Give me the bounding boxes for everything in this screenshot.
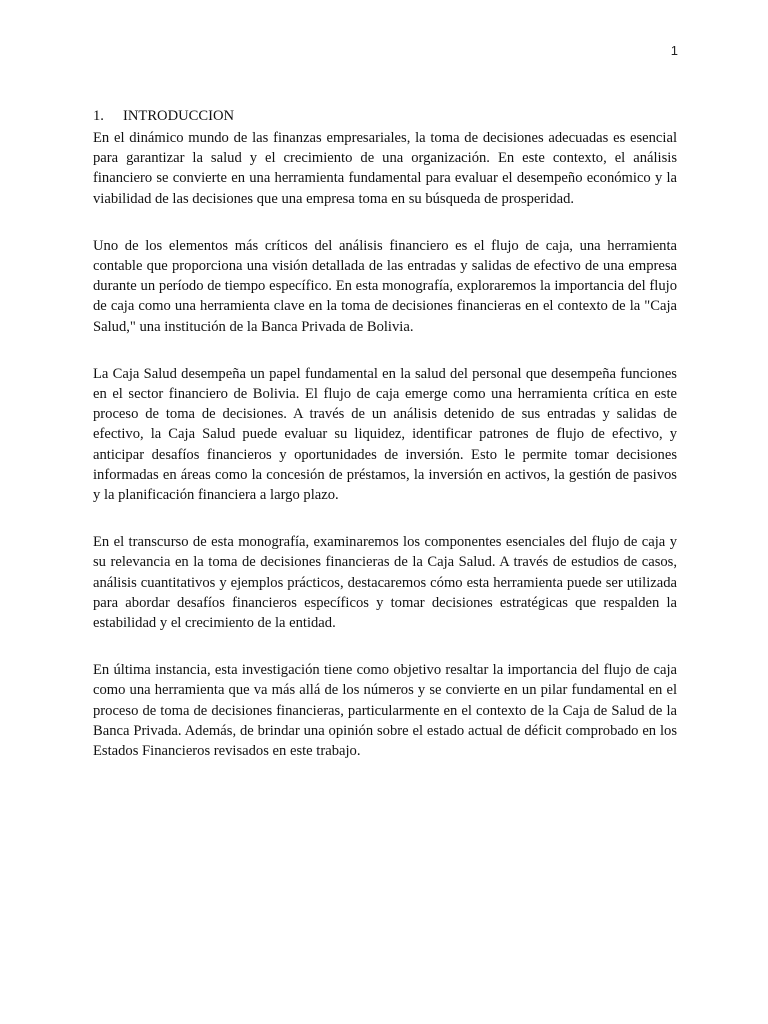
paragraph-5: En última instancia, esta investigación tiene como objetivo resaltar la importancia del flujo de caja como una herramienta que va más allá de los números y se convierte en un pilar fundamental en el proceso de toma de decisiones financieras, particularmente en el contexto de la Caja de Salud de la Banca Privada. Además, de brindar una opinión sobre el estado actual de déficit comprobado en los Estados Financieros revisados en este trabajo. xyxy=(93,662,677,760)
paragraph-4: En el transcurso de esta monografía, examinaremos los componentes esenciales del flujo de caja y su relevancia en la toma de decisiones financieras de la Caja Salud. A través de estudios de casos, análisis cuantitativos y ejemplos prácticos, destacaremos cómo esta herramienta puede ser utilizada para abordar desafíos financieros específicos y tomar decisiones estratégicas que respalden la estabilidad y el crecimiento de la entidad. xyxy=(93,534,677,632)
paragraph-1: En el dinámico mundo de las finanzas empresariales, la toma de decisiones adecuadas es esencial para garantizar la salud y el crecimiento de una organización. En este contexto, el análisis financiero se convierte en una herramienta fundamental para evaluar el desempeño económico y la viabilidad de las decisiones que una empresa toma en su búsqueda de prosperidad. xyxy=(93,130,677,207)
paragraph-2: Uno de los elementos más críticos del análisis financiero es el flujo de caja, una herramienta contable que proporciona una visión detallada de las entradas y salidas de efectivo de una empresa durante un período de tiempo específico. En esta monografía, exploraremos la importancia del flujo de caja como una herramienta clave en la toma de decisiones financieras en el contexto de la "Caja Salud," una institución de la Banca Privada de Bolivia. xyxy=(93,237,677,335)
section-title: INTRODUCCION xyxy=(123,108,235,124)
section-heading xyxy=(93,106,677,126)
page-number: 1 xyxy=(670,43,678,58)
paragraph-3: La Caja Salud desempeña un papel fundamental en la salud del personal que desempeña funciones en el sector financiero de Bolivia. El flujo de caja emerge como una herramienta crítica en este proceso de toma de decisiones. A través de un análisis detenido de sus entradas y salidas de efectivo, la Caja Salud puede evaluar su liquidez, identificar patrones de flujo de efectivo, y anticipar desafíos financieros y oportunidades de inversión. Esto le permite tomar decisiones informadas en áreas como la concesión de préstamos, la inversión en activos, la gestión de pasivos y la planificación financiera a largo plazo. xyxy=(93,365,677,504)
document-body xyxy=(93,106,677,788)
section-number: 1. xyxy=(93,108,104,124)
